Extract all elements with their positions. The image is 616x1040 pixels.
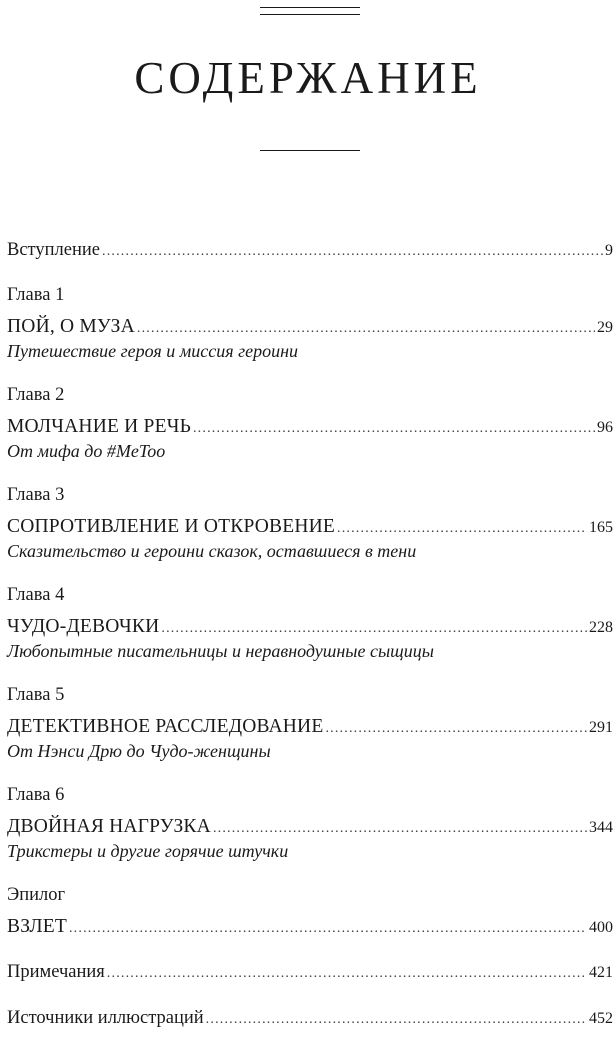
toc-entry-chapter-5[interactable] <box>7 716 613 742</box>
toc-entry-notes[interactable] <box>7 962 613 988</box>
toc-entry-chapter-6[interactable] <box>7 816 613 842</box>
dot-leader <box>102 244 603 260</box>
toc-entry-credits[interactable] <box>7 1008 613 1034</box>
entry-label: Примечания <box>7 962 105 982</box>
chapter-number: Глава 3 <box>7 485 65 505</box>
page-number: 9 <box>605 242 613 259</box>
chapter-title: СОПРОТИВЛЕНИЕ И ОТКРОВЕНИЕ <box>7 516 335 537</box>
page-number: 96 <box>597 419 613 436</box>
epilogue-heading: Эпилог <box>7 885 66 905</box>
dot-leader <box>325 721 587 737</box>
subtitle-text: Трикстеры и другие горячие штучки <box>7 841 289 861</box>
dot-leader <box>161 621 587 637</box>
chapter-heading <box>7 785 613 811</box>
page-number: 452 <box>589 1010 613 1027</box>
chapter-title: ДВОЙНАЯ НАГРУЗКА <box>7 816 211 837</box>
chapter-subtitle <box>7 841 613 867</box>
chapter-heading <box>7 485 613 511</box>
chapter-heading <box>7 285 613 311</box>
subtitle-text: От Нэнси Дрю до Чудо-женщины <box>7 741 271 761</box>
chapter-heading <box>7 685 613 711</box>
top-rule-upper <box>260 7 360 8</box>
toc-entry-chapter-2[interactable] <box>7 416 613 442</box>
page-number: 165 <box>589 519 613 536</box>
toc-entry-chapter-3[interactable] <box>7 516 613 542</box>
dot-leader <box>69 921 587 937</box>
title-underline <box>260 150 360 151</box>
dot-leader <box>107 966 587 982</box>
chapter-subtitle <box>7 741 613 767</box>
page-number: 344 <box>589 819 613 836</box>
toc-entry-chapter-1[interactable] <box>7 316 613 342</box>
subtitle-text: Путешествие героя и миссия героини <box>7 341 299 361</box>
chapter-heading <box>7 885 613 911</box>
chapter-number: Глава 6 <box>7 785 65 805</box>
page-number: 421 <box>589 964 613 981</box>
subtitle-text: Любопытные писательницы и неравнодушные сыщицы <box>7 641 434 661</box>
chapter-title: ЧУДО-ДЕВОЧКИ <box>7 616 160 637</box>
chapter-subtitle <box>7 441 613 467</box>
page-title: СОДЕРЖАНИЕ <box>134 53 482 103</box>
dot-leader <box>193 421 595 437</box>
chapter-number: Глава 2 <box>7 385 65 405</box>
dot-leader <box>206 1012 587 1028</box>
page-number: 400 <box>589 919 613 936</box>
chapter-title: ДЕТЕКТИВНОЕ РАССЛЕДОВАНИЕ <box>7 716 324 737</box>
dot-leader <box>337 521 587 537</box>
page-number: 291 <box>589 719 613 736</box>
chapter-number: Глава 5 <box>7 685 65 705</box>
chapter-subtitle <box>7 541 613 567</box>
subtitle-text: От мифа до #MeToo <box>7 441 166 461</box>
chapter-heading <box>7 385 613 411</box>
dot-leader <box>213 821 587 837</box>
chapter-title: МОЛЧАНИЕ И РЕЧЬ <box>7 416 191 437</box>
chapter-subtitle <box>7 641 613 667</box>
chapter-heading <box>7 585 613 611</box>
chapter-title: ПОЙ, О МУЗА <box>7 316 135 337</box>
chapter-number: Глава 4 <box>7 585 65 605</box>
chapter-subtitle <box>7 341 613 367</box>
toc-entry-intro[interactable] <box>7 240 613 266</box>
toc-entry-epilogue[interactable] <box>7 916 613 942</box>
toc-entry-chapter-4[interactable] <box>7 616 613 642</box>
page-number: 29 <box>597 319 613 336</box>
top-rule-lower <box>260 14 360 15</box>
entry-label: Источники иллюстраций <box>7 1008 204 1028</box>
page-number: 228 <box>589 619 613 636</box>
chapter-number: Глава 1 <box>7 285 65 305</box>
epilogue-title: ВЗЛЕТ <box>7 916 67 937</box>
subtitle-text: Сказительство и героини сказок, оставшиеся в тени <box>7 541 417 561</box>
dot-leader <box>137 321 595 337</box>
entry-label: Вступление <box>7 240 100 260</box>
